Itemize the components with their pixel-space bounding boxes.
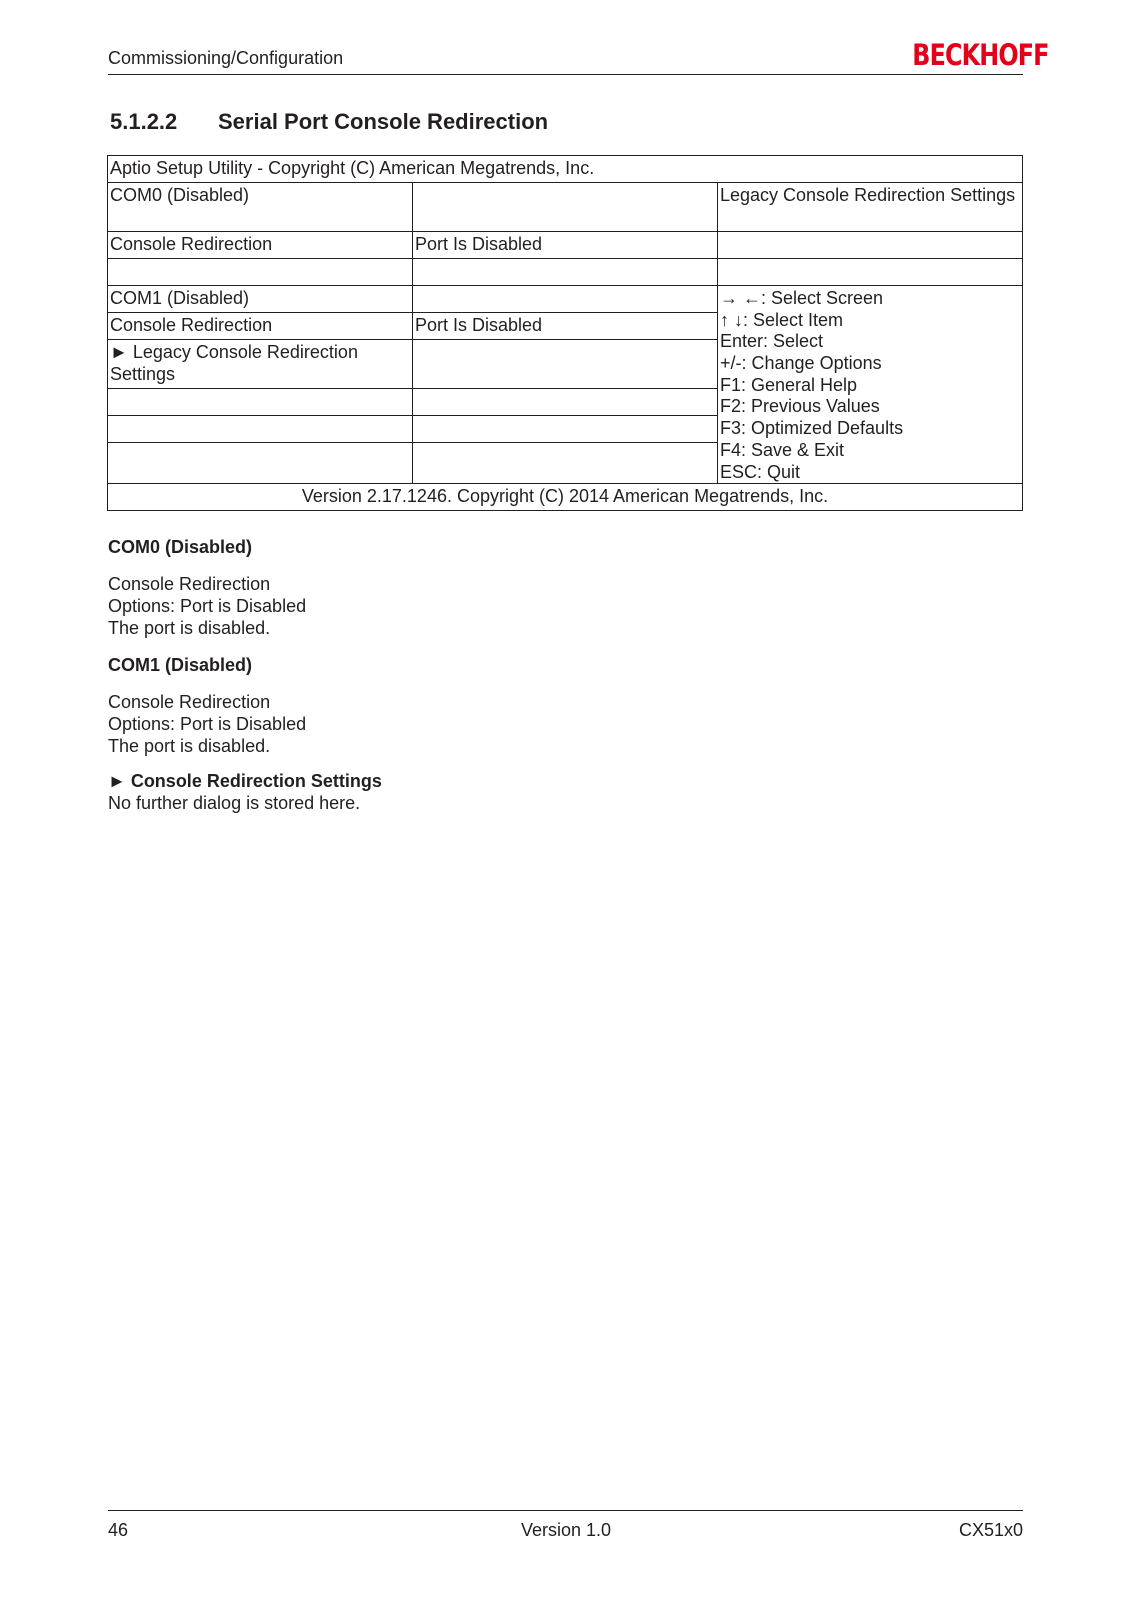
desc-line: The port is disabled. (108, 736, 271, 756)
help-line: ESC: Quit (720, 461, 801, 482)
bios-cell (108, 259, 413, 286)
help-line: F1: General Help (720, 374, 858, 395)
product-name: CX51x0 (958, 1520, 1023, 1540)
bios-cell (108, 389, 413, 416)
bios-cell (413, 286, 718, 313)
bios-cell: COM0 (Disabled) (108, 183, 413, 232)
running-header: Commissioning/Configuration (108, 48, 344, 68)
header-divider (108, 74, 1023, 75)
section-number: 5.1.2.2 (110, 109, 178, 134)
section-heading (110, 109, 548, 135)
beckhoff-logo: BECKHOFF (912, 38, 1049, 72)
help-line: +/-: Change Options (720, 353, 882, 374)
bios-setup-table (107, 155, 1023, 511)
bios-cell: Port Is Disabled (413, 313, 718, 340)
bios-version-row: Version 2.17.1246. Copyright (C) 2014 American Megatrends, Inc. (108, 484, 1023, 511)
bios-cell: Port Is Disabled (413, 232, 718, 259)
page-number: 46 (108, 1520, 129, 1540)
bios-cell (413, 340, 718, 389)
com0-description (108, 536, 306, 639)
help-line: F4: Save & Exit (720, 439, 845, 460)
bios-cell (413, 259, 718, 286)
help-line: → ←: Select Screen (720, 288, 884, 308)
footer-divider (108, 1510, 1023, 1511)
bios-cell: Console Redirection (108, 313, 413, 340)
document-version: Version 1.0 (520, 1520, 612, 1540)
bios-cell (108, 416, 413, 443)
bios-cell (108, 443, 413, 484)
bios-cell (413, 183, 718, 232)
bios-cell (413, 416, 718, 443)
desc-line: Options: Port is Disabled (108, 714, 307, 734)
com1-description (108, 654, 306, 757)
desc-line: Console Redirection (108, 692, 271, 712)
bios-title-row: Aptio Setup Utility - Copyright (C) American Megatrends, Inc. (108, 156, 1023, 183)
settings-description (108, 770, 382, 814)
com0-heading: COM0 (Disabled) (108, 537, 253, 557)
bios-cell-submenu: ► Legacy Console Redirection Settings (108, 340, 413, 389)
help-line: ↑ ↓: Select Item (720, 309, 844, 330)
help-line: F3: Optimized Defaults (720, 418, 904, 439)
com1-heading: COM1 (Disabled) (108, 655, 253, 675)
bios-cell: COM1 (Disabled) (108, 286, 413, 313)
bios-cell (413, 389, 718, 416)
bios-cell (718, 232, 1023, 259)
desc-line: Console Redirection (108, 574, 271, 594)
desc-line: The port is disabled. (108, 618, 271, 638)
help-line: F2: Previous Values (720, 396, 880, 417)
desc-line: No further dialog is stored here. (108, 793, 361, 813)
bios-help-title: Legacy Console Redirection Settings (718, 183, 1023, 232)
section-title: Serial Port Console Redirection (218, 109, 549, 134)
bios-help-panel (718, 286, 1023, 484)
desc-line: Options: Port is Disabled (108, 596, 307, 616)
bios-cell: Console Redirection (108, 232, 413, 259)
help-line: Enter: Select (720, 331, 824, 352)
bios-cell (718, 259, 1023, 286)
settings-heading: ► Console Redirection Settings (108, 771, 382, 791)
bios-cell (413, 443, 718, 484)
